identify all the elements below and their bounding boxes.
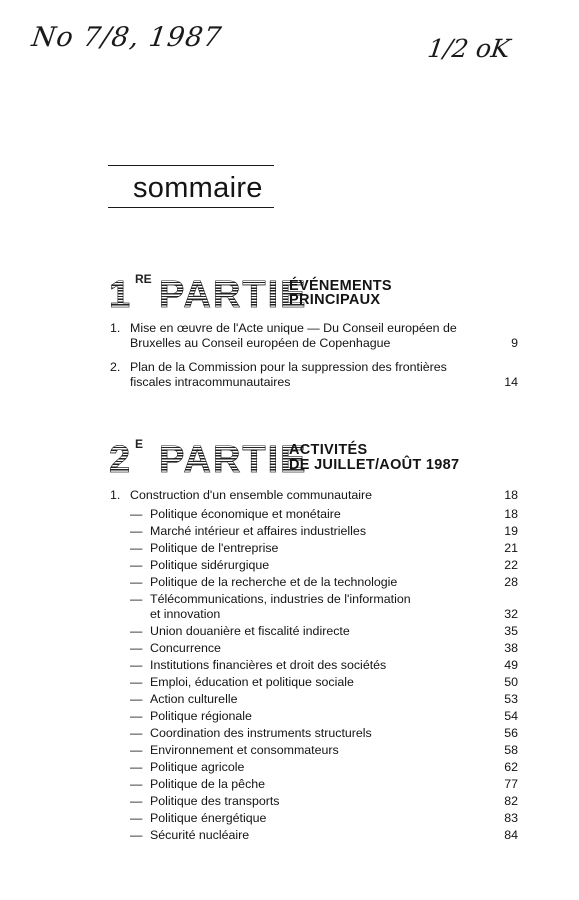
toc-dash: — <box>130 794 143 808</box>
toc-item-page: 82 <box>504 794 518 808</box>
toc-subitem <box>130 760 520 776</box>
part2-subtitle-line2: DE JUILLET/AOÛT 1987 <box>289 457 460 473</box>
toc-item-text-continued: fiscales intracommunautaires <box>130 375 291 389</box>
toc-item-text-continued: et innovation <box>150 607 221 621</box>
toc-subitem <box>130 794 520 810</box>
toc-item-page: 54 <box>504 709 518 723</box>
toc-item-page: 83 <box>504 811 518 825</box>
toc-item-page: 22 <box>504 558 518 572</box>
toc-dash: — <box>130 760 143 774</box>
toc-dash: — <box>130 658 143 672</box>
part2-toc-main-item <box>110 488 520 504</box>
toc-item-text: Télécommunications, industries de l'information <box>150 592 411 606</box>
toc-item-text: Plan de la Commission pour la suppression des frontières <box>130 360 447 374</box>
toc-item-text: Politique agricole <box>150 760 245 774</box>
toc-item-page: 18 <box>504 488 518 502</box>
toc-item-page: 9 <box>511 336 518 350</box>
part1-number-suffix: RE <box>135 272 152 286</box>
toc-item-text: Politique régionale <box>150 709 252 723</box>
toc-dash: — <box>130 558 143 572</box>
toc-item-page: 50 <box>504 675 518 689</box>
toc-item-page: 49 <box>504 658 518 672</box>
toc-subitem <box>130 743 520 759</box>
toc-subitem <box>130 658 520 674</box>
toc-subitem <box>130 777 520 793</box>
toc-dash: — <box>130 777 143 791</box>
toc-item-text: Politique de la recherche et de la technologie <box>150 575 398 589</box>
toc-item-page: 28 <box>504 575 518 589</box>
toc-item-text: Institutions financières et droit des sociétés <box>150 658 387 672</box>
handwritten-issue-note: No 7/8, 1987 <box>29 22 224 53</box>
part1-number: 1 <box>109 274 132 316</box>
part1-subtitle-line1: ÉVÉNEMENTS <box>289 278 392 294</box>
toc-dash: — <box>130 624 143 638</box>
toc-subitem <box>130 524 520 540</box>
toc-item-text: Coordination des instruments structurels <box>150 726 372 740</box>
toc-item-page: 32 <box>504 607 518 621</box>
toc-dash: — <box>130 524 143 538</box>
toc-subitem <box>130 828 520 844</box>
toc-item-page: 62 <box>504 760 518 774</box>
part2-number-suffix: E <box>135 437 144 451</box>
part1-toc-item-1 <box>110 321 520 353</box>
part2-word: PARTIE <box>159 439 308 481</box>
toc-item-number: 2. <box>110 360 121 374</box>
toc-dash: — <box>130 726 143 740</box>
toc-item-text: Emploi, éducation et politique sociale <box>150 675 354 689</box>
toc-item-page: 35 <box>504 624 518 638</box>
toc-dash: — <box>130 743 143 757</box>
toc-item-text: Politique de l'entreprise <box>150 541 279 555</box>
toc-item-text: Construction d'un ensemble communautaire <box>130 488 373 502</box>
toc-item-page: 19 <box>504 524 518 538</box>
toc-item-page: 53 <box>504 692 518 706</box>
toc-subitem <box>130 709 520 725</box>
toc-subitem <box>130 541 520 557</box>
toc-dash: — <box>130 828 143 842</box>
toc-subitem <box>130 558 520 574</box>
part1-word: PARTIE <box>159 274 308 316</box>
toc-subitem <box>130 575 520 591</box>
part1-heading <box>109 268 429 314</box>
toc-dash: — <box>130 575 143 589</box>
toc-item-text: Politique économique et monétaire <box>150 507 341 521</box>
toc-item-text: Sécurité nucléaire <box>150 828 250 842</box>
toc-subitem <box>130 507 520 523</box>
toc-subitem <box>130 641 520 657</box>
toc-item-text: Mise en œuvre de l'Acte unique — Du Conseil européen de <box>130 321 457 335</box>
toc-item-page: 21 <box>504 541 518 555</box>
toc-item-text: Environnement et consommateurs <box>150 743 339 757</box>
toc-dash: — <box>130 507 143 521</box>
toc-item-number: 1. <box>110 488 121 502</box>
toc-dash: — <box>130 675 143 689</box>
toc-subitem <box>130 675 520 691</box>
toc-dash: — <box>130 692 143 706</box>
toc-subitem <box>130 811 520 827</box>
part2-number: 2 <box>109 439 132 481</box>
toc-item-page: 18 <box>504 507 518 521</box>
toc-item-page: 38 <box>504 641 518 655</box>
toc-item-text: Concurrence <box>150 641 221 655</box>
toc-item-page: 14 <box>504 375 518 389</box>
toc-subitem <box>130 624 520 640</box>
toc-dash: — <box>130 709 143 723</box>
part1-toc-item-2 <box>110 360 520 392</box>
part1-subtitle-line2: PRINCIPAUX <box>289 292 381 308</box>
toc-dash: — <box>130 811 143 825</box>
toc-item-text: Marché intérieur et affaires industrielles <box>150 524 367 538</box>
part2-subtitle-line1: ACTIVITÉS <box>289 442 368 458</box>
toc-item-text: Politique des transports <box>150 794 280 808</box>
toc-item-number: 1. <box>110 321 121 335</box>
toc-item-page: 58 <box>504 743 518 757</box>
toc-item-text: Politique de la pêche <box>150 777 266 791</box>
title-rule-bottom <box>108 207 274 208</box>
toc-item-text: Action culturelle <box>150 692 238 706</box>
title-rule-top <box>108 165 274 166</box>
toc-dash: — <box>130 592 143 606</box>
toc-item-page: 77 <box>504 777 518 791</box>
toc-dash: — <box>130 541 143 555</box>
toc-item-page: 84 <box>504 828 518 842</box>
part2-heading <box>109 433 489 479</box>
toc-item-text: Politique énergétique <box>150 811 267 825</box>
toc-item-text: Union douanière et fiscalité indirecte <box>150 624 350 638</box>
toc-item-text: Politique sidérurgique <box>150 558 270 572</box>
handwritten-page-note: 1/2 oK <box>425 34 512 63</box>
page-title: sommaire <box>133 172 263 204</box>
toc-dash: — <box>130 641 143 655</box>
toc-subitem <box>130 726 520 742</box>
toc-subitem <box>130 692 520 708</box>
toc-item-page: 56 <box>504 726 518 740</box>
toc-subitem <box>130 592 520 624</box>
toc-item-text-continued: Bruxelles au Conseil européen de Copenhague <box>130 336 391 350</box>
